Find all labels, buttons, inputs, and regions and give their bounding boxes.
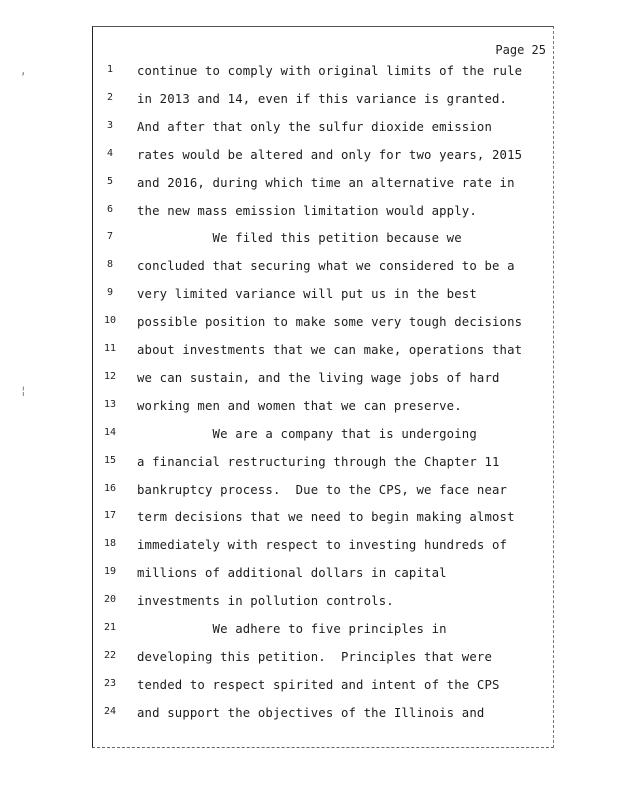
transcript-line — [0, 176, 618, 196]
line-number: 17 — [103, 510, 117, 522]
transcript-line — [0, 231, 618, 251]
line-text: very limited variance will put us in the best — [137, 287, 477, 302]
line-number: 12 — [103, 370, 117, 382]
line-number: 13 — [103, 398, 117, 410]
line-text: term decisions that we need to begin making almost — [137, 510, 515, 525]
line-text: We filed this petition because we — [137, 231, 462, 246]
transcript-line — [0, 622, 618, 642]
line-number: 18 — [103, 538, 117, 550]
transcript-line — [0, 650, 618, 670]
line-number: 22 — [103, 649, 117, 661]
transcript-line — [0, 204, 618, 224]
transcript-line — [0, 148, 618, 168]
transcript-line — [0, 315, 618, 335]
line-text: We adhere to five principles in — [137, 622, 447, 636]
line-number: 9 — [106, 287, 114, 299]
scan-mark: , — [20, 64, 27, 77]
line-number: 1 — [106, 64, 114, 75]
line-number: 6 — [106, 203, 114, 215]
line-text: in 2013 and 14, even if this variance is granted. — [137, 91, 508, 106]
line-text: immediately with respect to investing hundreds of — [137, 538, 508, 553]
line-text: And after that only the sulfur dioxide emission — [137, 119, 493, 134]
line-text: the new mass emission limitation would apply. — [137, 203, 477, 218]
line-text: possible position to make some very tough decisions — [137, 315, 523, 330]
line-text: developing this petition. Principles that were — [137, 649, 493, 664]
line-number: 2 — [106, 91, 114, 103]
line-text: tended to respect spirited and intent of the CPS — [137, 677, 500, 692]
transcript-line — [0, 510, 618, 530]
transcript-line — [0, 678, 618, 698]
transcript-line — [0, 455, 618, 475]
line-number: 19 — [103, 566, 117, 578]
line-text: bankruptcy process. Due to the CPS, we face near — [137, 482, 508, 497]
line-text: millions of additional dollars in capital — [137, 566, 447, 581]
line-number: 23 — [103, 677, 117, 689]
line-number: 15 — [103, 454, 117, 466]
line-number: 10 — [103, 315, 117, 327]
transcript-line — [0, 483, 618, 503]
line-number: 24 — [103, 705, 117, 717]
line-number: 11 — [103, 343, 117, 354]
line-number: 3 — [106, 119, 114, 131]
transcript-line — [0, 64, 618, 84]
line-number: 21 — [103, 622, 117, 633]
page-number: Page 25 — [495, 43, 546, 57]
line-number: 14 — [103, 426, 117, 438]
line-text: about investments that we can make, operations that — [137, 343, 523, 357]
line-number: 5 — [106, 175, 114, 187]
transcript-line — [0, 399, 618, 419]
line-text: We are a company that is undergoing — [137, 426, 477, 441]
transcript-line — [0, 259, 618, 279]
transcript-line — [0, 706, 618, 726]
line-text: we can sustain, and the living wage jobs of hard — [137, 370, 500, 385]
transcript-line — [0, 566, 618, 586]
line-text: investments in pollution controls. — [137, 594, 394, 609]
transcript-line — [0, 538, 618, 558]
line-number: 4 — [106, 147, 114, 159]
line-number: 7 — [106, 231, 114, 243]
line-text: and 2016, during which time an alternative rate in — [137, 175, 515, 190]
line-number: 20 — [103, 594, 117, 606]
transcript-line — [0, 287, 618, 307]
line-text: rates would be altered and only for two years, 2015 — [137, 147, 523, 162]
transcript-line — [0, 343, 618, 363]
line-text: and support the objectives of the Illinois and — [137, 705, 485, 720]
transcript-line — [0, 427, 618, 447]
line-number: 8 — [106, 259, 114, 271]
line-text: continue to comply with original limits of the rule — [137, 64, 523, 78]
line-text: working men and women that we can preserve. — [137, 398, 462, 413]
transcript-line — [0, 92, 618, 112]
transcript-line — [0, 120, 618, 140]
transcript-line — [0, 594, 618, 614]
transcript-line — [0, 371, 618, 391]
line-number: 16 — [103, 482, 117, 494]
scan-mark: ¦ — [20, 384, 27, 397]
line-text: concluded that securing what we considered to be a — [137, 259, 515, 274]
line-text: a financial restructuring through the Chapter 11 — [137, 454, 500, 469]
